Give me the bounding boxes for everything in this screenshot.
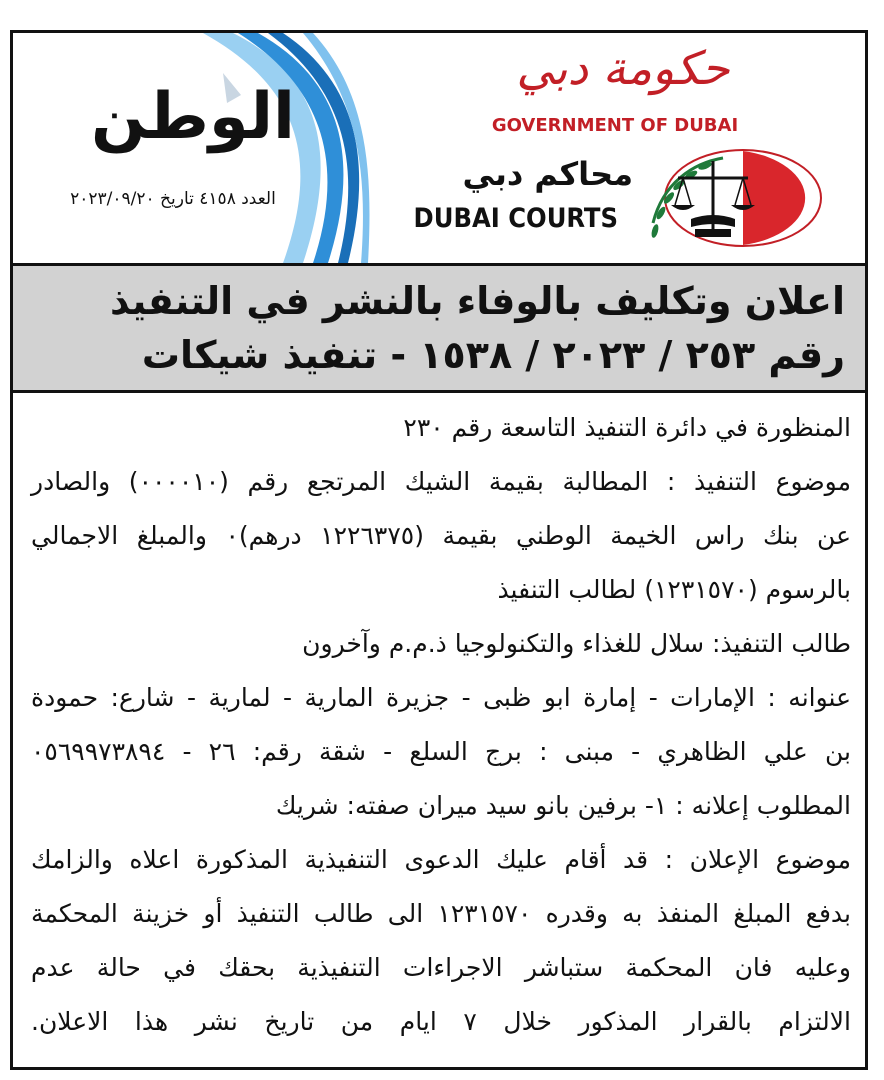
body-line: المنظورة في دائرة التنفيذ التاسعة رقم ٢٣٠ [403,413,851,442]
notice-frame [10,30,868,1070]
body-line: عن بنك راس الخيمة الوطني بقيمة (١٢٢٦٣٧٥ درهم)٠ والمبلغ الاجمالي [31,521,852,550]
newspaper-name: الوطن [91,80,295,154]
title-line-2: رقم ٢٥٣ / ٢٠٢٣ / ١٥٣٨ - تنفيذ شيكات [141,333,845,377]
notice-header [13,33,865,263]
title-band [13,263,865,393]
title-line-1: اعلان وتكليف بالوفاء بالنشر في التنفيذ [110,279,845,323]
body-line: بدفع المبلغ المنفذ به وقدره ١٢٣١٥٧٠ الى طالب التنفيذ أو خزينة المحكمة [31,899,851,928]
body-line: موضوع الإعلان : قد أقام عليك الدعوى التنفيذية المذكورة اعلاه والزامك [31,845,851,874]
body-line: موضوع التنفيذ : المطالبة بقيمة الشيك المرتجع رقم (٠٠٠٠١٠) والصادر [31,467,851,496]
body-line: بن علي الظاهري - مبنى : برج السلع - شقة رقم: ٢٦ - ٠٥٦٩٩٧٣٨٩٤ [31,737,851,766]
government-name-english: GOVERNMENT OF DUBAI [491,115,739,136]
body-line: بالرسوم (١٢٣١٥٧٠) لطالب التنفيذ [497,575,851,604]
body-line: عنوانه : الإمارات - إمارة ابو ظبى - جزيرة المارية - لمارية - شارع: حمودة [31,683,851,712]
government-name-arabic: حكومة دبي [516,41,730,95]
issue-line: العدد ٤١٥٨ تاريخ ٢٠٢٣/٠٩/٢٠ [70,189,276,209]
body-line: طالب التنفيذ: سلال للغذاء والتكنولوجيا ذ.م.م وآخرون [302,629,851,658]
body-line: المطلوب إعلانه : ١- برفين بانو سيد ميران صفته: شريك [275,791,851,820]
notice-body [31,401,851,1049]
scales-of-justice-icon [623,143,823,253]
courts-name-arabic: محاكم دبي [462,155,633,193]
courts-name-english: DUBAI COURTS [413,203,618,234]
body-line: الالتزام بالقرار المذكور خلال ٧ ايام من تاريخ نشر هذا الاعلان. [31,1007,852,1036]
body-line: وعليه فان المحكمة ستباشر الاجراءات التنفيذية بحقك في حالة عدم [31,953,851,982]
